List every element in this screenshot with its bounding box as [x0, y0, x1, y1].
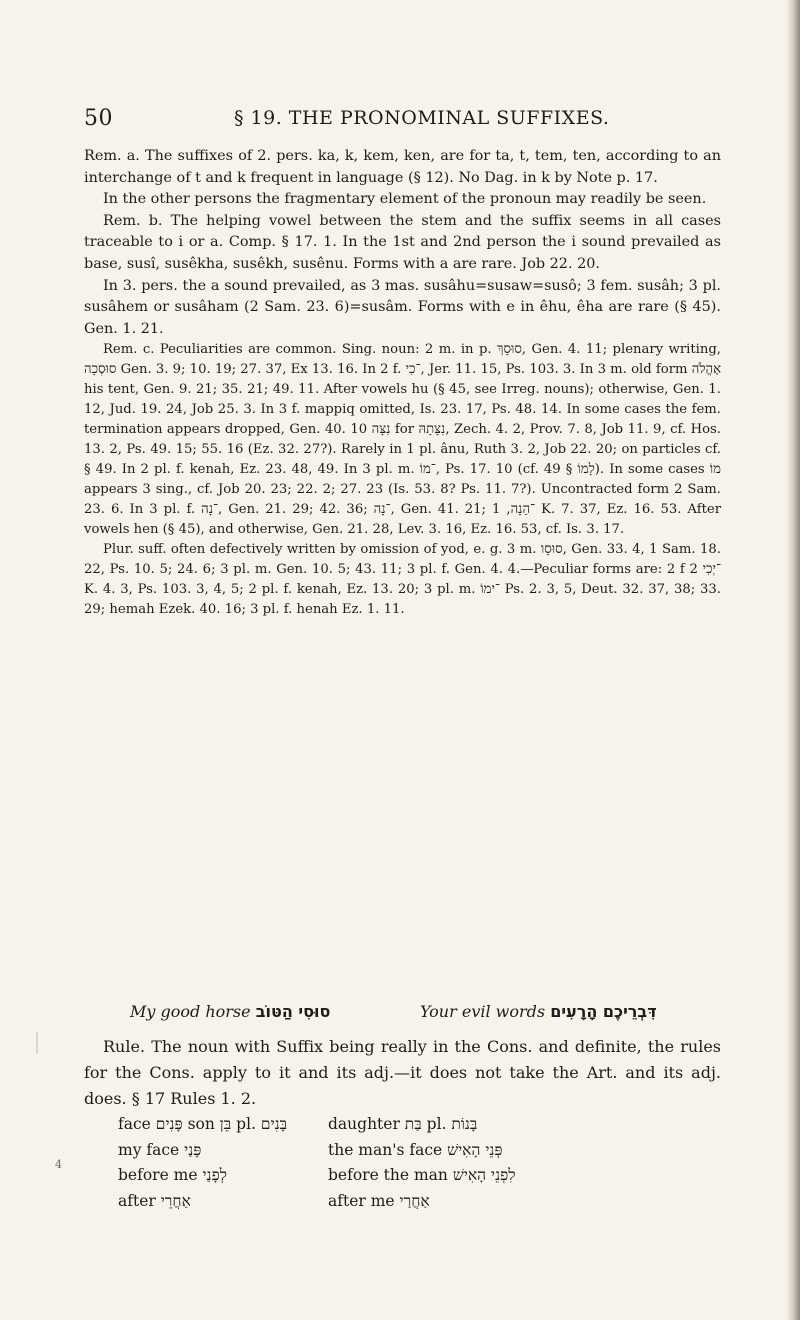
- page-number: 50: [84, 106, 113, 131]
- vocab-cell: my face פָּנַי: [118, 1140, 202, 1159]
- example-evil-words: [420, 1002, 657, 1021]
- vocab-cell: face פָּנִים son בֵּן pl. בָּנִים: [118, 1115, 288, 1133]
- rem-b-paragraph: Rem. b. The helping vowel between the stem and the suffix seems in all cases traceable to i or a. Comp. § 17. 1. In the 1st and 2nd person the i sound prevailed as base, susî, susêkha, susêkh, susênu. Forms with a are rare. Job 22. 20.: [84, 212, 721, 272]
- page-header: [84, 106, 704, 136]
- vocab-cell: after me אַחֲרַי: [328, 1191, 430, 1210]
- running-title: § 19. THE PRONOMINAL SUFFIXES.: [234, 107, 610, 129]
- rule-section: [84, 1034, 721, 1112]
- vocab-cell: daughter בַּת pl. בָּנוֹת: [328, 1115, 478, 1133]
- plural-suffix-paragraph: Plur. suff. often defectively written by omission of yod, e. g. 3 m. סוּסָו, Gen. 33. 4, 1 Sam. 18. 22, Ps. 10. 5; 24. 6; 3 pl. m. Gen. 10. 5; 43. 11; 3 pl. f. Gen. 4. 4.—Peculiar forms are: 2 f ־יְכִי 2 K. 4. 3, Ps. 103. 3, 4, 5; 2 pl. f. kenah, Ez. 13. 20; 3 pl. m. ־ימוֹ Ps. 2. 3, 5, Deut. 32. 37, 38; 33. 29; hemah Ezek. 40. 16; 3 pl. f. henah Ez. 1. 11.: [84, 542, 721, 618]
- example-good-horse-hebrew: סוּסִי הַטּוֹב: [255, 1002, 331, 1021]
- vocab-cell: before me לְפָנַי: [118, 1166, 227, 1184]
- vocab-row: [118, 1163, 678, 1189]
- main-text: [84, 146, 721, 620]
- book-spine-shadow: [786, 0, 800, 1320]
- third-person-paragraph: In 3. pers. the a sound prevailed, as 3 mas. susâhu=susaw=susô; 3 fem. susâh; 3 pl. susâhem or susâham (2 Sam. 23. 6)=susâm. Forms with e in êhu, êha are rare (§ 45). Gen. 1. 21.: [84, 277, 721, 337]
- vocabulary-grid: [118, 1112, 678, 1214]
- vocab-cell: after אַחֲרֵי: [118, 1191, 191, 1210]
- example-good-horse: [130, 1002, 330, 1021]
- margin-smudge: [36, 1032, 38, 1054]
- example-evil-words-hebrew: דִּבְרֵיכֶם הָרָעִים: [550, 1002, 657, 1021]
- other-persons-paragraph: In the other persons the fragmentary element of the pronoun may readily be seen.: [103, 191, 707, 208]
- vocab-row: [118, 1189, 678, 1215]
- vocab-row: [118, 1138, 678, 1164]
- rem-a-paragraph: Rem. a. The suffixes of 2. pers. ka, k, kem, ken, are for ta, t, tem, ten, according to an interchange of t and k frequent in language (§ 12). No Dag. in k by Note p. 17.: [84, 148, 721, 186]
- example-evil-words-english: Your evil words: [420, 1002, 546, 1021]
- example-good-horse-english: My good horse: [130, 1002, 251, 1021]
- vocab-row: [118, 1112, 678, 1138]
- vocab-cell: before the man לִפְנֵי הָאִישׁ: [328, 1166, 516, 1184]
- margin-mark: 4: [55, 1158, 62, 1171]
- vocab-cell: the man's face פְּנֵי הָאִישׁ: [328, 1140, 503, 1159]
- rule-paragraph: Rule. The noun with Suffix being really in the Cons. and definite, the rules for the Cons. apply to it and its adj.—it does not take the Art. and its adj. does. § 17 Rules 1. 2.: [84, 1037, 721, 1108]
- rem-c-paragraph: Rem. c. Peculiarities are common. Sing. noun: 2 m. in p. סוּסָךְ, Gen. 4. 11; plenary writing, סוּסְכָה Gen. 3. 9; 10. 19; 27. 37, Ex 13. 16. In 2 f. ־כִי, Jer. 11. 15, Ps. 103. 3. In 3 m. old form אָהֳלֹה his tent, Gen. 9. 21; 35. 21; 49. 11. After vowels hu (§ 45, see Irreg. nouns); otherwise, Gen. 1. 12, Jud. 19. 24, Job 25. 3. In 3 f. mappiq omitted, Is. 23. 17, Ps. 48. 14. In some cases the fem. termination appears dropped, Gen. 40. 10 נִצָּה for נִצָּתָהּ, Zech. 4. 2, Prov. 7. 8, Job 11. 9, cf. Hos. 13. 2, Ps. 49. 15; 55. 16 (Ez. 32. 27?). Rarely in 1 pl. ânu, Ruth 3. 2, Job 22. 20; on particles cf. § 49. In 2 pl. f. kenah, Ez. 23. 48, 49. In 3 pl. m. ־מוֹ, Ps. 17. 10 (cf. לָמוֹ § 49). In some cases מוֹ appears 3 sing., cf. Job 20. 23; 22. 2; 27. 23 (Is. 53. 8? Ps. 11. 7?). Uncontracted form 2 Sam. 23. 6. In 3 pl. f. ־נָה, Gen. 21. 29; 42. 36; ־נָה, Gen. 41. 21; ־הֵנָה, 1 K. 7. 37, Ez. 16. 53. After vowels hen (§ 45), and otherwise, Gen. 21. 28, Lev. 3. 16, Ez. 16. 53, cf. Is. 3. 17.: [84, 342, 721, 538]
